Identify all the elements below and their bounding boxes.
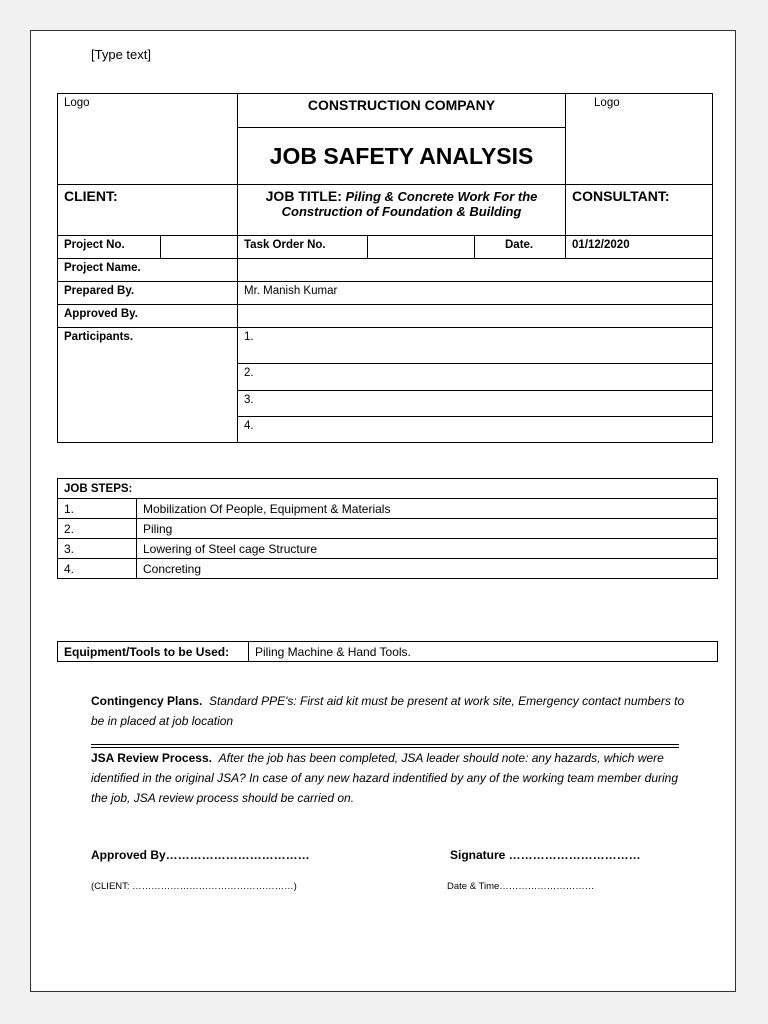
step-text: Piling — [137, 519, 718, 539]
step-text: Concreting — [137, 559, 718, 579]
approved-by-signature-line[interactable]: Approved By……………………………… — [91, 848, 310, 862]
equipment-table — [57, 641, 718, 662]
client-label: CLIENT: — [58, 185, 238, 236]
logo-right: Logo — [566, 94, 713, 185]
date-label: Date. — [475, 236, 566, 259]
table-row — [58, 559, 718, 579]
document-title: JOB SAFETY ANALYSIS — [238, 128, 566, 185]
job-title-cell — [238, 185, 566, 236]
table-row — [58, 499, 718, 519]
step-number: 3. — [58, 539, 137, 559]
step-text: Mobilization Of People, Equipment & Materials — [137, 499, 718, 519]
job-title-label: JOB TITLE: — [265, 188, 342, 204]
participant-row[interactable]: 1. — [238, 328, 713, 364]
company-name: CONSTRUCTION COMPANY — [238, 94, 566, 128]
divider — [91, 744, 679, 745]
signature-line[interactable]: Signature …………………………… — [450, 848, 641, 862]
review-text: After the job has been completed, JSA leader should note: any hazards, which were identified in the original JSA? In case of any new hazard indentified by any of the working team member during the job, JSA review process should be carried on. — [91, 751, 679, 805]
job-title-value: Piling & Concrete Work For the Construction of Foundation & Building — [281, 189, 538, 219]
participant-row[interactable]: 3. — [238, 391, 713, 417]
project-no-value[interactable] — [161, 236, 238, 259]
date-time-line[interactable]: Date & Time………………………… — [447, 881, 595, 892]
participant-row[interactable]: 2. — [238, 364, 713, 391]
prepared-by-label: Prepared By. — [58, 282, 238, 305]
jsa-review-process — [91, 748, 679, 808]
step-number: 4. — [58, 559, 137, 579]
project-name-value[interactable] — [238, 259, 713, 282]
project-no-label: Project No. — [58, 236, 161, 259]
prepared-by-value[interactable]: Mr. Manish Kumar — [238, 282, 713, 305]
task-order-value[interactable] — [368, 236, 475, 259]
participants-label: Participants. — [58, 328, 238, 443]
type-text-placeholder[interactable]: [Type text] — [91, 47, 151, 62]
client-signature-line[interactable]: (CLIENT: ……………………………………………) — [91, 881, 297, 892]
step-text: Lowering of Steel cage Structure — [137, 539, 718, 559]
job-steps-heading: JOB STEPS: — [58, 479, 718, 499]
approved-by-label: Approved By. — [58, 305, 238, 328]
approved-by-value[interactable] — [238, 305, 713, 328]
contingency-text: Standard PPE's: First aid kit must be present at work site, Emergency contact numbers to be in placed at job location — [91, 694, 685, 728]
contingency-plans — [91, 691, 691, 731]
contingency-label: Contingency Plans. — [91, 694, 203, 708]
equipment-value: Piling Machine & Hand Tools. — [249, 642, 718, 662]
step-number: 1. — [58, 499, 137, 519]
job-steps-table — [57, 478, 718, 579]
review-label: JSA Review Process. — [91, 751, 212, 765]
consultant-label: CONSULTANT: — [566, 185, 713, 236]
logo-left: Logo — [58, 94, 238, 185]
task-order-label: Task Order No. — [238, 236, 368, 259]
step-number: 2. — [58, 519, 137, 539]
equipment-label: Equipment/Tools to be Used: — [58, 642, 249, 662]
participant-row[interactable]: 4. — [238, 417, 713, 443]
document-page — [30, 30, 736, 992]
table-row — [58, 539, 718, 559]
project-name-label: Project Name. — [58, 259, 238, 282]
header-table — [57, 93, 713, 443]
date-value[interactable]: 01/12/2020 — [566, 236, 713, 259]
table-row — [58, 519, 718, 539]
